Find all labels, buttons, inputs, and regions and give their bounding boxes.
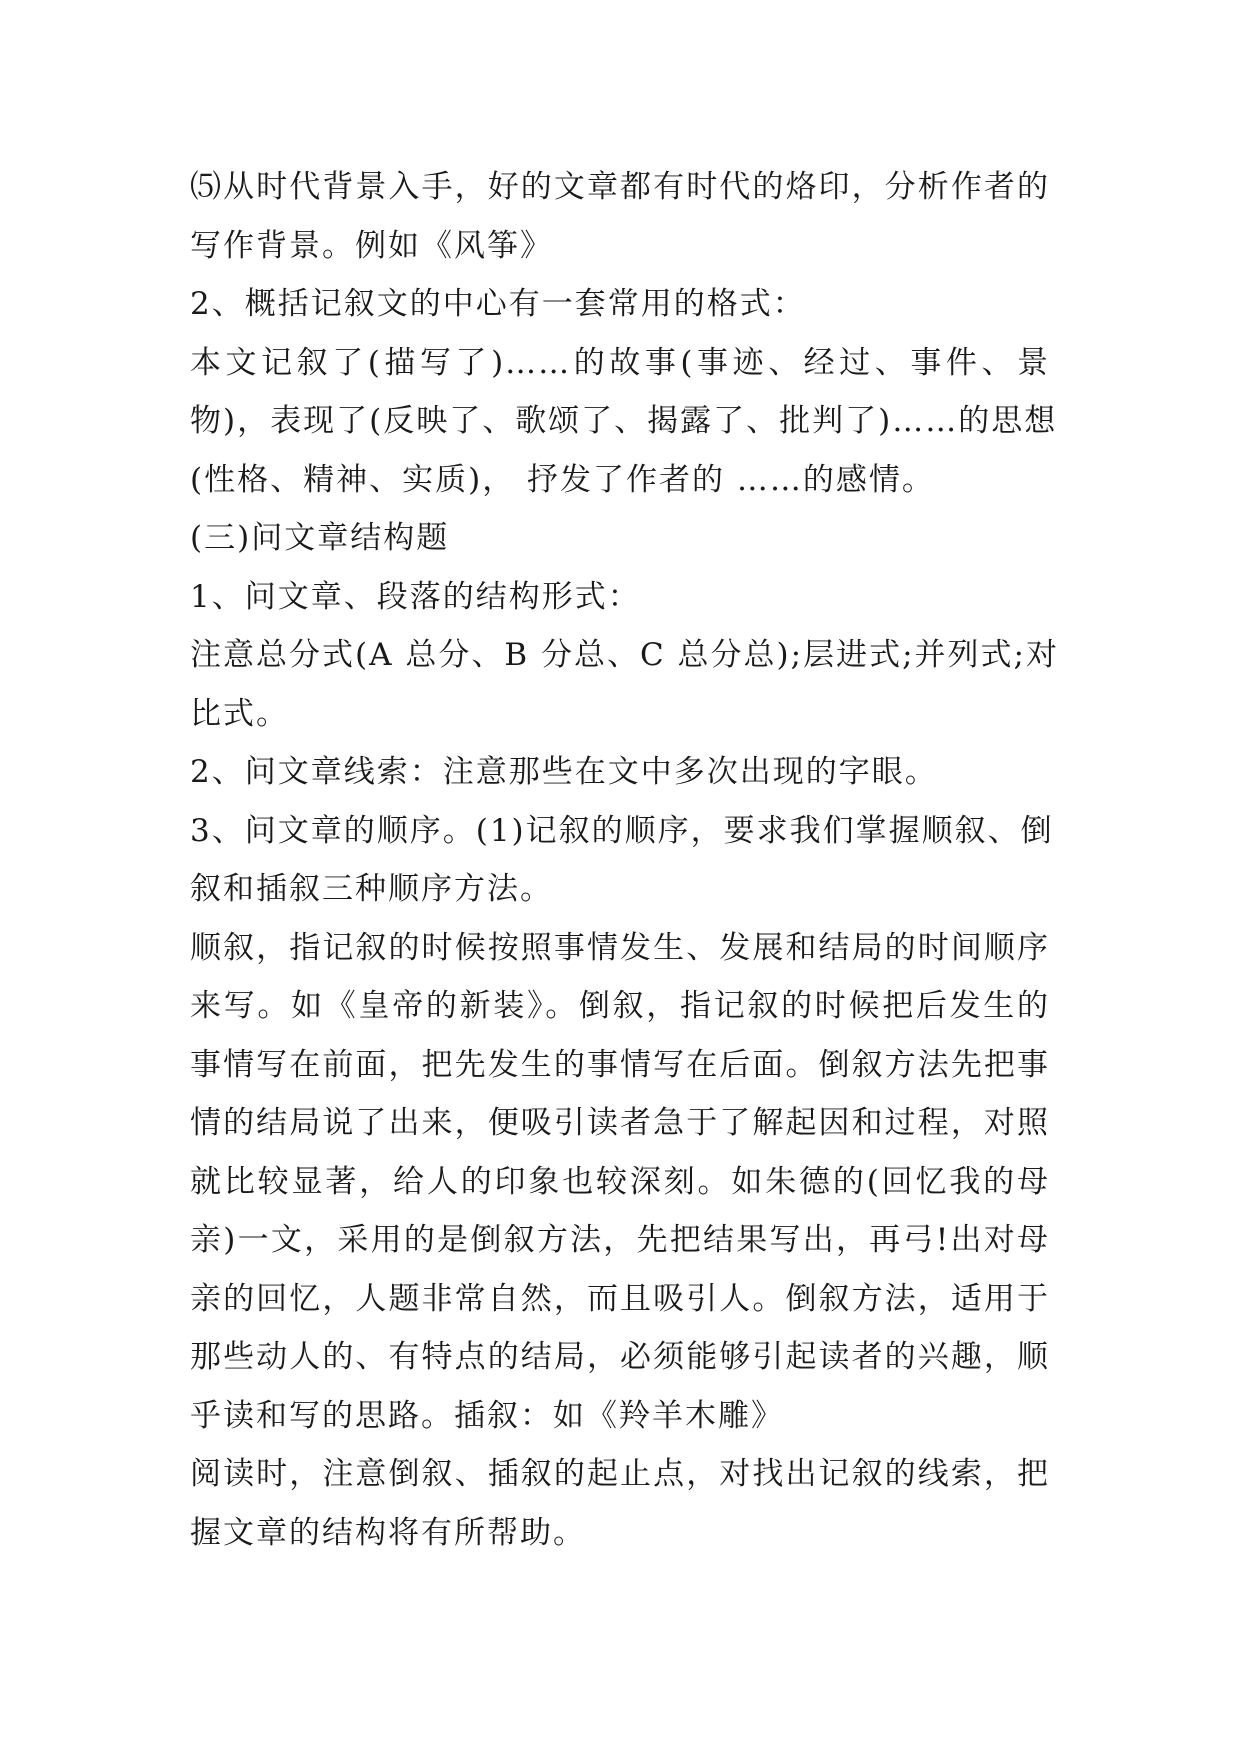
text-line: 2、概括记叙文的中心有一套常用的格式： xyxy=(190,286,806,322)
text-line: 握文章的结构将有所帮助。 xyxy=(190,1514,586,1551)
text-line: 3、问文章的顺序。(1)记叙的顺序，要求我们掌握顺叙、倒 xyxy=(190,812,1054,849)
document-body xyxy=(190,158,1059,1562)
text-line: 写作背景。例如《风筝》 xyxy=(190,227,553,264)
text-line: 比式。 xyxy=(190,695,289,732)
text-line: (性格、精神、实质)， 抒发了作者的 ……的感情。 xyxy=(190,461,935,498)
text-line: 事情写在前面，把先发生的事情写在后面。倒叙方法先把事 xyxy=(190,1046,1050,1083)
text-line: 注意总分式(A 总分、B 分总、C 总分总);层进式;并列式;对 xyxy=(190,637,1059,673)
text-line: 就比较显著，给人的印象也较深刻。如朱德的(回忆我的母 xyxy=(190,1163,1050,1200)
text-line: 2、问文章线索：注意那些在文中多次出现的字眼。 xyxy=(190,754,938,790)
text-line: 亲的回忆，人题非常自然，而且吸引人。倒叙方法，适用于 xyxy=(190,1280,1050,1317)
text-line: 物)，表现了(反映了、歌颂了、揭露了、批判了)……的思想 xyxy=(190,403,1058,439)
text-line: 1、问文章、段落的结构形式： xyxy=(190,578,641,615)
text-line: 顺叙，指记叙的时候按照事情发生、发展和结局的时间顺序 xyxy=(190,929,1050,966)
text-line: 叙和插叙三种顺序方法。 xyxy=(190,871,553,907)
text-line: ⑸从时代背景入手，好的文章都有时代的烙印，分析作者的 xyxy=(190,169,1050,205)
text-line: (三)问文章结构题 xyxy=(190,520,450,556)
text-line: 亲)一文，采用的是倒叙方法，先把结果写出，再弓!出对母 xyxy=(190,1222,1050,1258)
text-line: 来写。如《皇帝的新装》。倒叙，指记叙的时候把后发生的 xyxy=(190,988,1050,1024)
text-line: 乎读和写的思路。插叙：如《羚羊木雕》 xyxy=(190,1397,784,1434)
text-line: 那些动人的、有特点的结局，必须能够引起读者的兴趣，顺 xyxy=(190,1339,1050,1375)
text-line: 本文记叙了(描写了)……的故事(事迹、经过、事件、景 xyxy=(190,344,1050,381)
text-line: 情的结局说了出来，便吸引读者急于了解起因和过程，对照 xyxy=(190,1105,1050,1141)
text-line: 阅读时，注意倒叙、插叙的起止点，对找出记叙的线索，把 xyxy=(190,1456,1050,1492)
